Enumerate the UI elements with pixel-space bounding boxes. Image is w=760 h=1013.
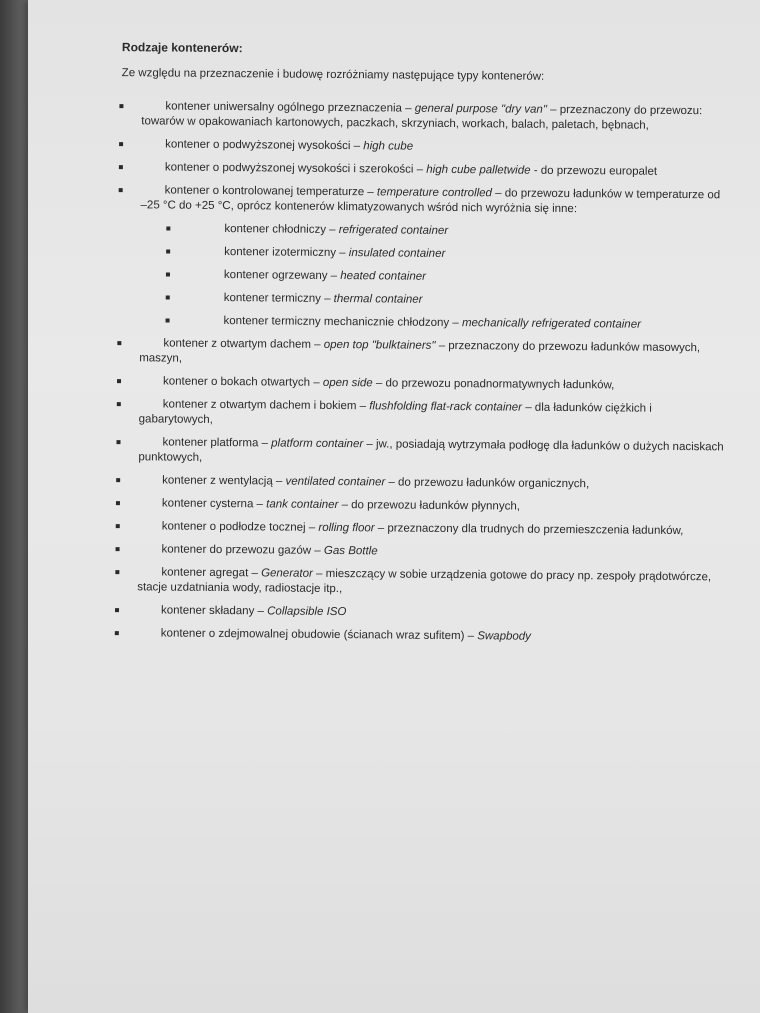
bullet-icon — [115, 631, 119, 635]
item-description: – przeznaczony dla trudnych do przemieszczenia ładunków, — [374, 522, 684, 538]
item-description: – do przewozu ponadnormatywnych ładunków, — [372, 377, 615, 392]
list-item — [107, 160, 727, 180]
item-description: – do przewozu ładunków organicznych, — [385, 476, 590, 491]
list-item — [104, 496, 724, 516]
item-term: refrigerated container — [338, 224, 449, 237]
bullet-icon — [116, 440, 120, 444]
bullet-icon — [166, 296, 170, 300]
bullet-icon — [117, 341, 121, 345]
bullet-icon — [116, 501, 120, 505]
bullet-icon — [166, 319, 170, 323]
item-label: kontener o bokach otwartych – — [162, 375, 323, 389]
bullet-icon — [166, 273, 170, 277]
list-item — [106, 183, 726, 218]
item-description: – przeznaczony do przewozu: towarów w opakowaniach kartonowych, paczkach, skrzyniach, workach, balach, paletach, bębnach, — [141, 103, 703, 132]
item-term: temperature controlled — [376, 186, 493, 200]
bullet-icon — [119, 104, 123, 108]
item-label: kontener do przewozu gazów – — [161, 543, 324, 557]
bullet-icon — [119, 142, 123, 146]
item-label: kontener o podłodze tocznej – — [161, 520, 319, 534]
item-label: kontener ogrzewany – — [223, 269, 341, 283]
sub-list-item — [106, 290, 726, 310]
item-label: kontener z otwartym dachem i bokiem – — [162, 398, 370, 413]
item-label: kontener z wentylacją – — [162, 474, 286, 488]
intro-paragraph: Ze względu na przeznaczenie i budowę rozróżniamy następujące typy kontenerów: — [121, 67, 545, 83]
item-label: kontener o kontrolowanej temperaturze – — [164, 184, 377, 199]
item-term: high cube palletwide — [426, 163, 531, 177]
bullet-icon — [119, 188, 123, 192]
list-item — [104, 435, 724, 470]
list-item — [104, 473, 724, 493]
item-term: heated container — [340, 270, 427, 283]
item-term: high cube — [363, 140, 414, 153]
list-item — [105, 374, 725, 394]
item-term: mechanically refrigerated container — [461, 317, 642, 331]
item-term: open side — [322, 376, 373, 390]
item-label: kontener uniwersalny ogólnego przeznaczenia – — [165, 100, 415, 115]
list-item — [105, 397, 725, 432]
item-term: Swapbody — [477, 630, 532, 643]
bullet-icon — [117, 379, 121, 383]
item-term: Gas Bottle — [323, 544, 378, 558]
item-description: – jw., posiadają wytrzymała podłogę dla ładunków o dużych naciskach punktowych, — [138, 438, 724, 464]
item-term: platform container — [271, 437, 364, 451]
list-item — [103, 603, 723, 623]
list-item — [103, 565, 723, 600]
bullet-icon — [117, 402, 121, 406]
list-item — [103, 626, 723, 646]
item-label: kontener chłodniczy – — [224, 223, 339, 237]
paper-sheet — [28, 0, 760, 1013]
item-term: Collapsible ISO — [267, 605, 347, 619]
item-term: Generator — [261, 567, 313, 580]
bullet-icon — [166, 250, 170, 254]
sub-list-item — [106, 267, 726, 287]
item-term: general purpose "dry van" — [414, 102, 547, 116]
item-description: – do przewozu ładunków w temperaturze od –25 °C do +25 °C, oprócz kontenerów klimatyzowanych wśród nich wyróżnia się inne: — [140, 187, 721, 216]
item-label: kontener o podwyższonej wysokości i szerokości – — [164, 161, 427, 176]
item-label: kontener o podwyższonej wysokości – — [165, 138, 364, 153]
sub-list-item — [105, 313, 725, 333]
item-label: kontener cysterna – — [161, 497, 267, 511]
bullet-icon — [116, 478, 120, 482]
bullet-icon — [116, 547, 120, 551]
item-description: – do przewozu ładunków płynnych, — [338, 499, 521, 513]
item-label: kontener termiczny mechanicznie chłodzony – — [223, 315, 463, 330]
list-item — [107, 99, 727, 134]
item-description: – dla ładunków ciężkich i gabarytowych, — [138, 401, 652, 426]
list-item — [104, 519, 724, 539]
item-label: kontener składany – — [160, 604, 268, 618]
item-label: kontener z otwartym dachem – — [163, 337, 324, 351]
item-term: insulated container — [348, 247, 446, 260]
list-item — [103, 542, 723, 562]
bullet-icon — [119, 165, 123, 169]
sub-list-item — [106, 221, 726, 241]
item-description: – przeznaczony do przewozu ładunków masowych, maszyn, — [139, 339, 701, 365]
item-description: – mieszczący w sobie urządzenia gotowe do pracy np. zespoły prądotwórcze, stacje uzdatniania wody, radiostacje itp., — [137, 567, 712, 596]
item-label: kontener o zdejmowalnej obudowie (ścianach wraz sufitem) – — [160, 627, 478, 643]
item-label: kontener agregat – — [161, 566, 262, 580]
sub-list-item — [106, 244, 726, 264]
bullet-icon — [116, 524, 120, 528]
item-label: kontener termiczny – — [223, 292, 334, 305]
item-description: - do przewozu europalet — [530, 164, 658, 178]
list-item — [105, 336, 725, 371]
list-item — [107, 137, 727, 157]
item-term: thermal container — [333, 292, 423, 306]
item-term: tank container — [266, 498, 339, 512]
document-content — [103, 40, 728, 654]
item-label: kontener izotermiczny – — [224, 246, 349, 260]
bullet-icon — [166, 227, 170, 231]
item-label: kontener platforma – — [162, 436, 272, 450]
item-term: rolling floor — [318, 521, 375, 535]
item-term: ventilated container — [285, 475, 386, 489]
bullet-icon — [115, 570, 119, 574]
item-term: flushfolding flat-rack container — [369, 400, 523, 414]
document-heading: Rodzaje kontenerów: — [121, 40, 243, 56]
item-term: open top "bulktainers" — [323, 338, 436, 352]
bullet-icon — [115, 608, 119, 612]
